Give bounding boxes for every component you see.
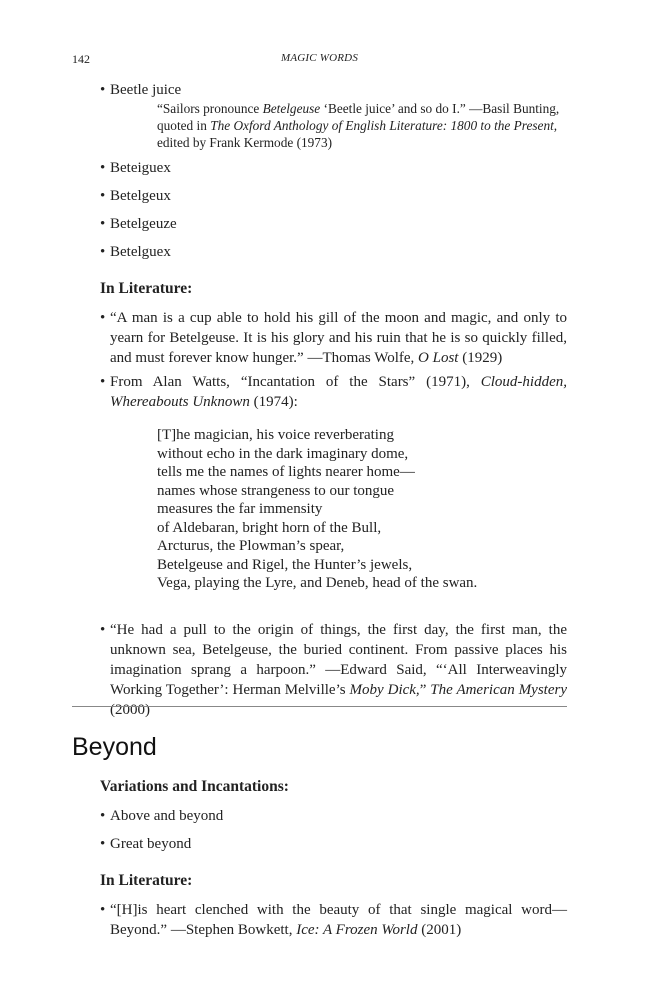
poem-line: [T]he magician, his voice reverberating (157, 427, 394, 443)
poem-line: tells me the names of lights nearer home— (157, 464, 415, 480)
variant-item (100, 158, 567, 178)
literature-text: • “[H]is heart clenched with the beauty of that single magical word—Beyond.” —Stephen Bowkett, Ice: A Frozen World (2001) (110, 902, 567, 938)
page-header (72, 52, 567, 70)
variant-item (100, 834, 567, 854)
variant-item (100, 214, 567, 234)
variant-quote: “Sailors pronounce Betelgeuse ‘Beetle juice’ and so do I.” —Basil Bunting, quoted in The Oxford Anthology of English Literature: 1800 to the Present, edited by Frank Kermode (1973) (157, 101, 560, 150)
variant-label: • Betelgeuze (110, 216, 177, 232)
poem-block (157, 426, 557, 593)
variant-label: • Betelgeux (110, 188, 171, 204)
literature-item (100, 372, 567, 412)
variant-item (100, 80, 567, 100)
literature-text: • “A man is a cup able to hold his gill of the moon and magic, and only to yearn for Betelgeuse. It is his glory and his ruin that he is so quickly filled, and must forever know hunger.” —Thomas Wolfe, O Lost (1929) (110, 310, 567, 366)
poem-line: names whose strangeness to our tongue (157, 482, 395, 499)
running-head: MAGIC WORDS (280, 52, 359, 64)
entry-title: Beyond (72, 733, 157, 761)
poem-line: measures the far immensity (157, 501, 323, 517)
variant-label: • Betelguex (110, 244, 171, 260)
poem-line: without echo in the dark imaginary dome, (157, 445, 409, 462)
page-number: 142 (72, 52, 90, 66)
literature-text: • “He had a pull to the origin of things, the first day, the first man, the unknown sea, Betelgeuse, the buried continent. From passive places his imagination sprang a harpoon.” —Edward Said, “‘All Interweavingly Working Together’: Herman Melville’s Moby Dick,” The American Mystery (2000) (110, 622, 567, 718)
variant-item (100, 242, 567, 262)
literature-heading: In Literature: (100, 872, 193, 889)
poem-line: Arcturus, the Plowman’s spear, (157, 538, 345, 554)
literature-item (100, 900, 567, 940)
variant-label: • Beteiguex (110, 160, 171, 176)
poem-line: Vega, playing the Lyre, and Deneb, head of the swan. (157, 575, 478, 591)
section-divider (72, 706, 567, 707)
variant-item (100, 806, 567, 826)
poem-line: of Aldebaran, bright horn of the Bull, (157, 519, 382, 536)
poem-line: Betelgeuse and Rigel, the Hunter’s jewels, (157, 556, 413, 573)
variations-heading: Variations and Incantations: (100, 778, 289, 795)
literature-text: • From Alan Watts, “Incantation of the Stars” (1971), Cloud-hidden, Whereabouts Unknown (1974): (110, 374, 567, 410)
literature-heading: In Literature: (100, 280, 193, 297)
literature-item (100, 620, 567, 720)
variant-label: • Above and beyond (110, 808, 224, 824)
variant-label: • Beetle juice (110, 82, 182, 98)
variant-label: • Great beyond (110, 836, 192, 852)
variant-item (100, 186, 567, 206)
literature-item (100, 308, 567, 368)
